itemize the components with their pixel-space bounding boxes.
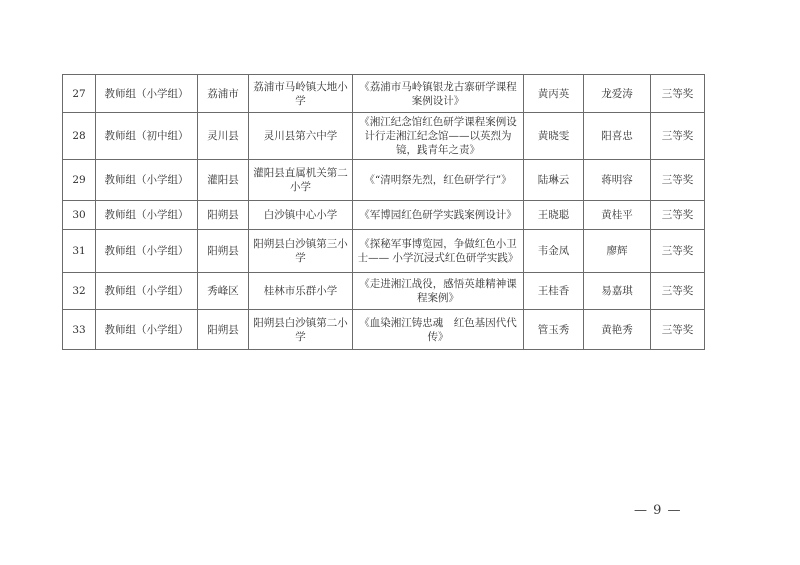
cell-course-title: 《血染湘江铸忠魂 红色基因代代传》 (353, 310, 524, 350)
cell-county: 阳朔县 (198, 201, 249, 230)
awards-table (62, 74, 705, 350)
cell-author-2: 廖辉 (584, 230, 651, 273)
table-row (63, 310, 705, 350)
table-row (63, 201, 705, 230)
cell-row-number: 29 (63, 160, 96, 201)
cell-author-1: 黄晓雯 (524, 113, 584, 160)
cell-group: 教师组（小学组） (96, 230, 198, 273)
cell-course-title: 《“清明祭先烈，红色研学行”》 (353, 160, 524, 201)
cell-school: 阳朔县白沙镇第二小学 (249, 310, 353, 350)
cell-author-1: 黄丙英 (524, 75, 584, 113)
cell-school: 白沙镇中心小学 (249, 201, 353, 230)
cell-school: 荔浦市马岭镇大地小学 (249, 75, 353, 113)
cell-school: 桂林市乐群小学 (249, 273, 353, 310)
cell-school: 灵川县第六中学 (249, 113, 353, 160)
cell-award: 三等奖 (651, 230, 705, 273)
cell-county: 阳朔县 (198, 230, 249, 273)
cell-group: 教师组（小学组） (96, 160, 198, 201)
table-row (63, 113, 705, 160)
cell-group: 教师组（小学组） (96, 273, 198, 310)
cell-author-2: 龙爱涛 (584, 75, 651, 113)
table-row (63, 273, 705, 310)
awards-table-body (63, 75, 705, 350)
cell-author-2: 黄桂平 (584, 201, 651, 230)
cell-row-number: 31 (63, 230, 96, 273)
table-row (63, 75, 705, 113)
cell-county: 灵川县 (198, 113, 249, 160)
cell-author-2: 阳喜忠 (584, 113, 651, 160)
cell-school: 灌阳县直属机关第二小学 (249, 160, 353, 201)
table-row (63, 160, 705, 201)
cell-course-title: 《探秘军事博览园，争做红色小卫士—— 小学沉浸式红色研学实践》 (353, 230, 524, 273)
cell-author-1: 管玉秀 (524, 310, 584, 350)
cell-course-title: 《军博园红色研学实践案例设计》 (353, 201, 524, 230)
cell-award: 三等奖 (651, 201, 705, 230)
cell-county: 阳朔县 (198, 310, 249, 350)
cell-county: 灌阳县 (198, 160, 249, 201)
cell-author-2: 易嘉琪 (584, 273, 651, 310)
cell-county: 秀峰区 (198, 273, 249, 310)
cell-award: 三等奖 (651, 113, 705, 160)
cell-course-title: 《荔浦市马岭镇银龙古寨研学课程案例设计》 (353, 75, 524, 113)
cell-award: 三等奖 (651, 160, 705, 201)
cell-award: 三等奖 (651, 75, 705, 113)
cell-row-number: 30 (63, 201, 96, 230)
cell-row-number: 28 (63, 113, 96, 160)
cell-group: 教师组（初中组） (96, 113, 198, 160)
cell-award: 三等奖 (651, 310, 705, 350)
page-number: — 9 — (634, 503, 682, 518)
cell-author-1: 陆琳云 (524, 160, 584, 201)
cell-award: 三等奖 (651, 273, 705, 310)
cell-author-1: 王桂香 (524, 273, 584, 310)
cell-course-title: 《湘江纪念馆红色研学课程案例设计行走湘江纪念馆——以英烈为镜，践青年之责》 (353, 113, 524, 160)
cell-course-title: 《走进湘江战役，感悟英雄精神课程案例》 (353, 273, 524, 310)
cell-school: 阳朔县白沙镇第三小学 (249, 230, 353, 273)
cell-row-number: 27 (63, 75, 96, 113)
cell-group: 教师组（小学组） (96, 201, 198, 230)
cell-author-1: 韦金凤 (524, 230, 584, 273)
cell-group: 教师组（小学组） (96, 75, 198, 113)
cell-county: 荔浦市 (198, 75, 249, 113)
cell-row-number: 32 (63, 273, 96, 310)
cell-group: 教师组（小学组） (96, 310, 198, 350)
table-row (63, 230, 705, 273)
cell-row-number: 33 (63, 310, 96, 350)
cell-author-2: 黄艳秀 (584, 310, 651, 350)
cell-author-2: 蒋明容 (584, 160, 651, 201)
cell-author-1: 王晓聪 (524, 201, 584, 230)
